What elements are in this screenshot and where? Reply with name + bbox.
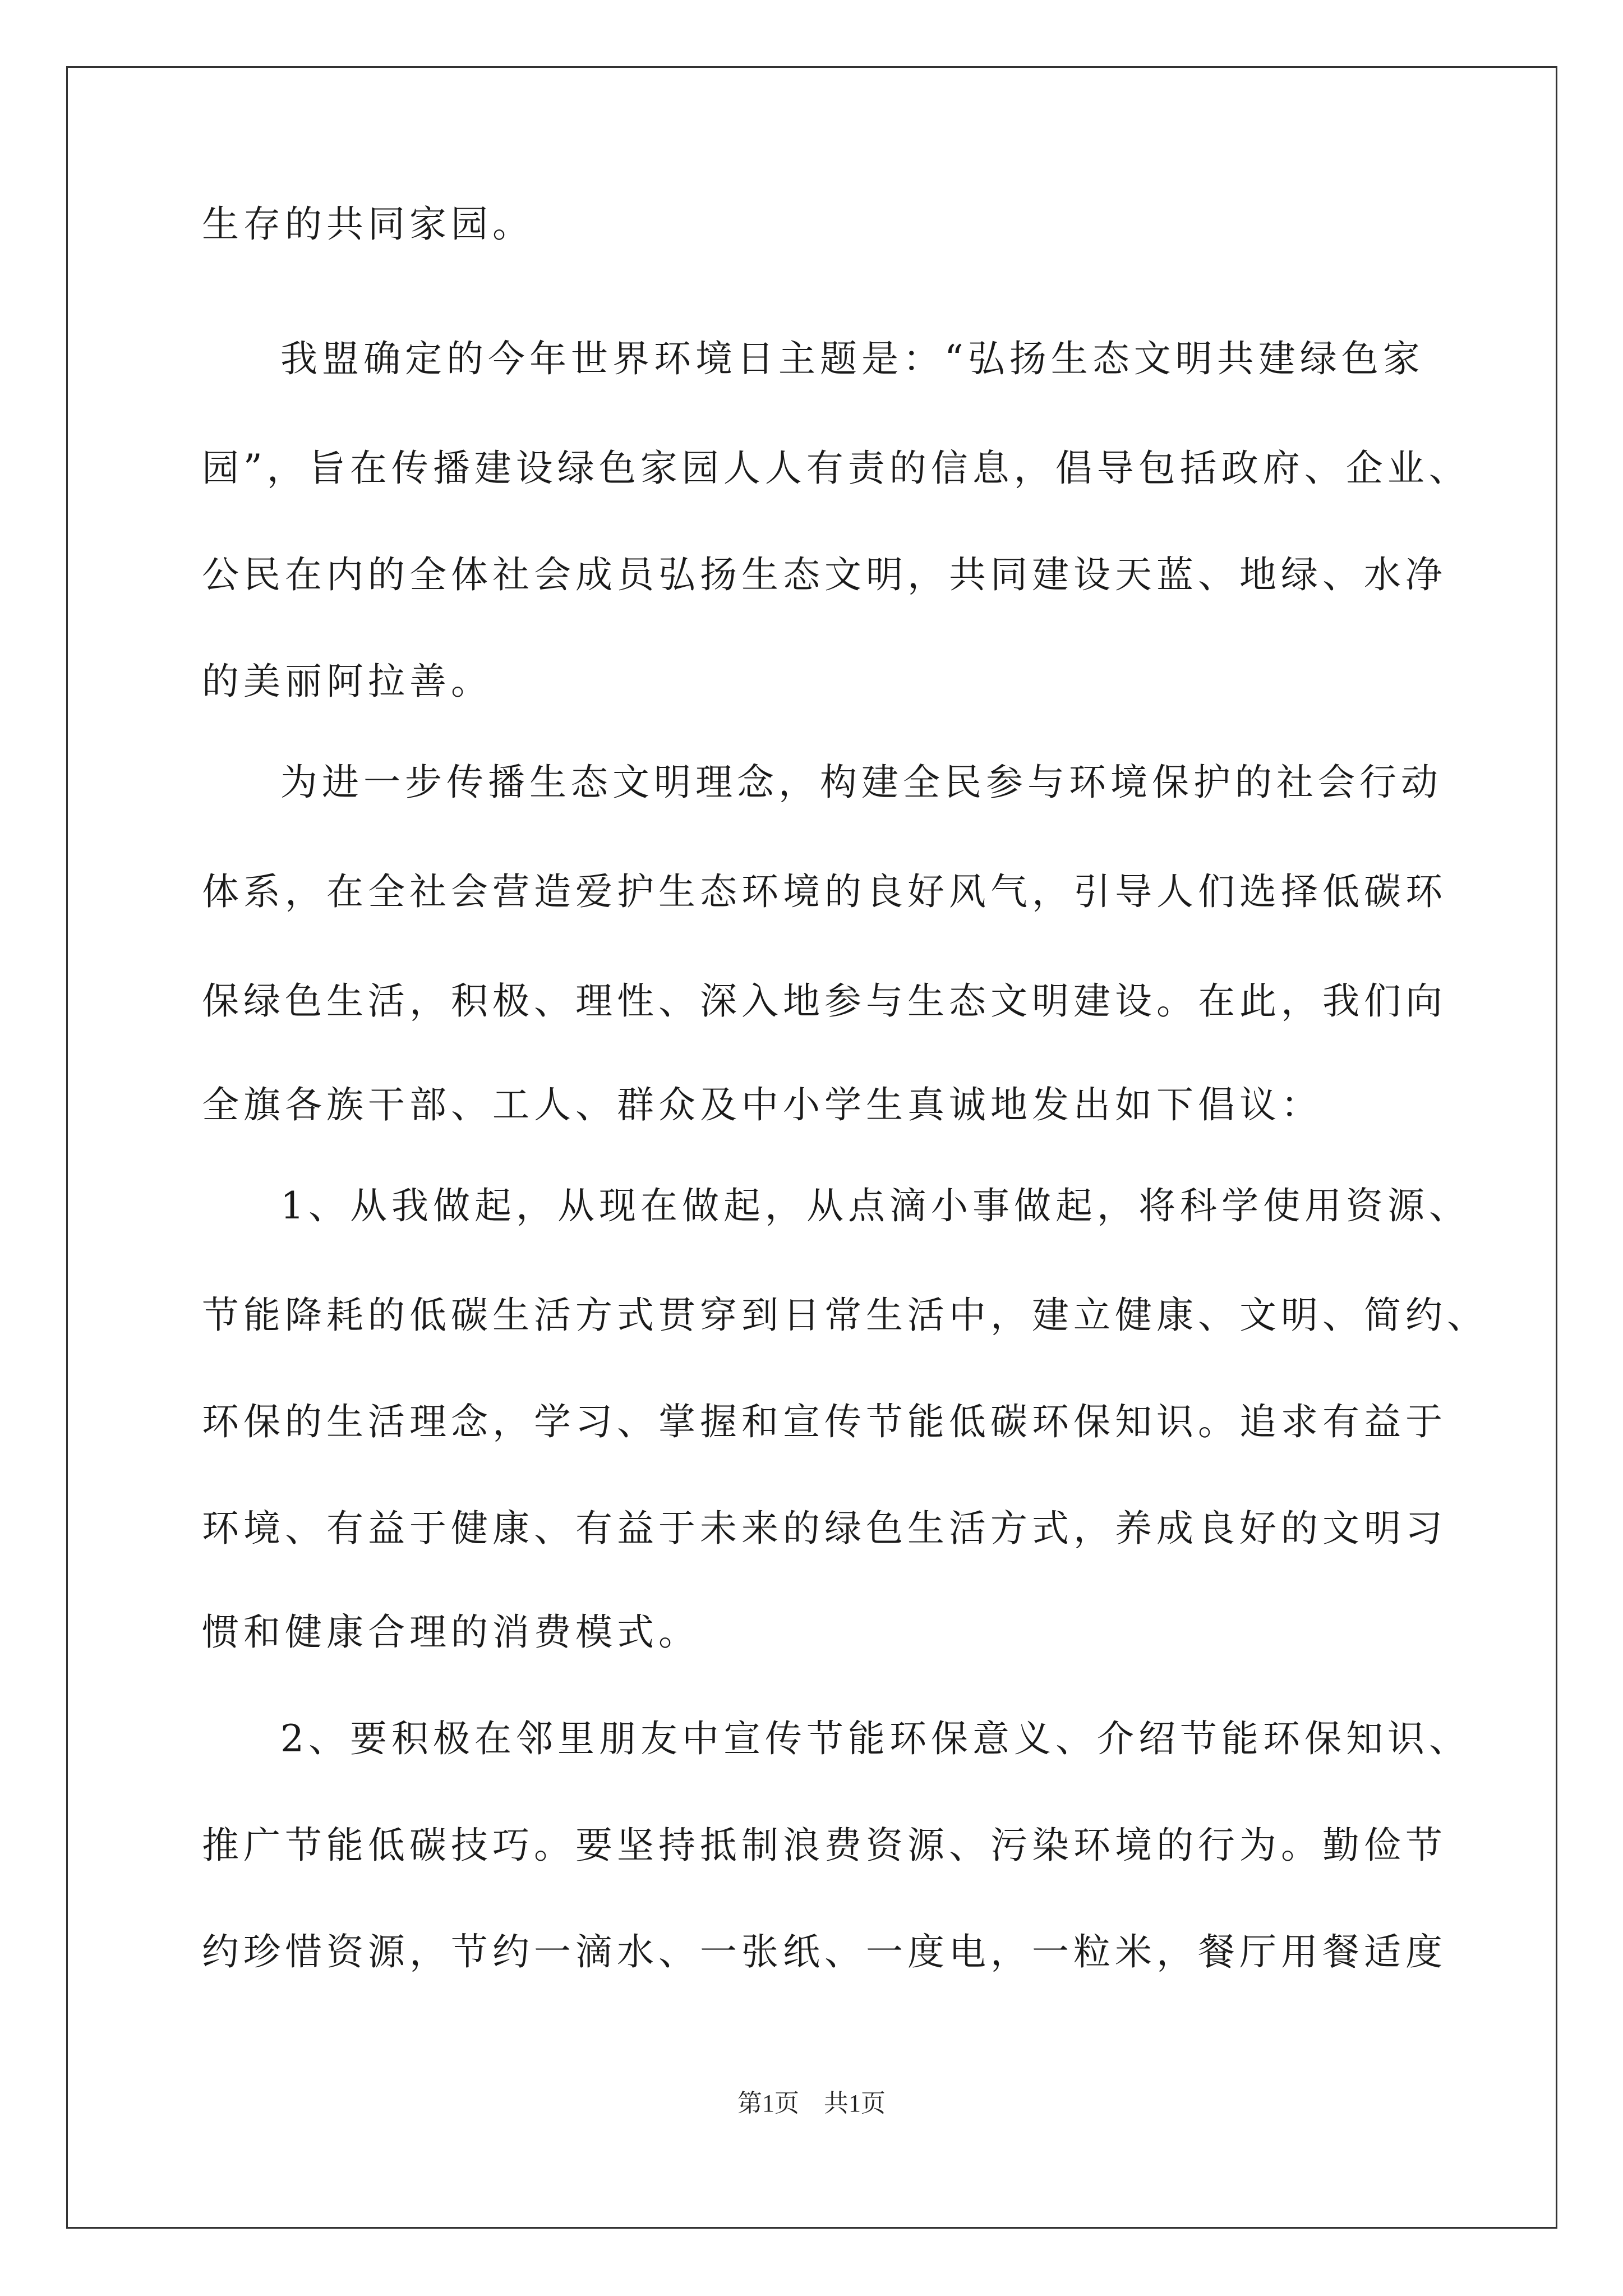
- text-line: 推广节能低碳技巧。要坚持抵制浪费资源、污染环境的行为。勤俭节: [202, 1824, 1447, 1867]
- text-line: 生存的共同家园。: [202, 203, 534, 246]
- page-border: [66, 66, 1557, 2229]
- text-line: 1、从我做起，从现在做起，从点滴小事做起，将科学使用资源、: [280, 1184, 1470, 1227]
- text-line: 环境、有益于健康、有益于未来的绿色生活方式，养成良好的文明习: [202, 1507, 1447, 1550]
- text-line: 约珍惜资源，节约一滴水、一张纸、一度电，一粒米，餐厅用餐适度: [202, 1930, 1447, 1973]
- text-line: 环保的生活理念，学习、掌握和宣传节能低碳环保知识。追求有益于: [202, 1400, 1447, 1443]
- text-line: 体系，在全社会营造爱护生态环境的良好风气，引导人们选择低碳环: [202, 870, 1447, 913]
- text-line: 的美丽阿拉善。: [202, 660, 492, 703]
- page-number: 第1页 共1页: [737, 2090, 886, 2117]
- text-line: 2、要积极在邻里朋友中宣传节能环保意义、介绍节能环保知识、: [280, 1717, 1470, 1760]
- text-line: 我盟确定的今年世界环境日主题是：“弘扬生态文明共建绿色家: [280, 337, 1424, 380]
- text-line: 惯和健康合理的消费模式。: [202, 1611, 700, 1654]
- text-line: 节能降耗的低碳生活方式贯穿到日常生活中，建立健康、文明、简约、: [202, 1294, 1488, 1337]
- text-line: 公民在内的全体社会成员弘扬生态文明，共同建设天蓝、地绿、水净: [202, 553, 1447, 596]
- text-line: 园”，旨在传播建设绿色家园人人有责的信息，倡导包括政府、企业、: [202, 447, 1470, 490]
- text-line: 保绿色生活，积极、理性、深入地参与生态文明建设。在此，我们向: [202, 979, 1447, 1023]
- text-line: 为进一步传播生态文明理念，构建全民参与环境保护的社会行动: [280, 761, 1442, 804]
- text-line: 全旗各族干部、工人、群众及中小学生真诚地发出如下倡议：: [202, 1083, 1322, 1126]
